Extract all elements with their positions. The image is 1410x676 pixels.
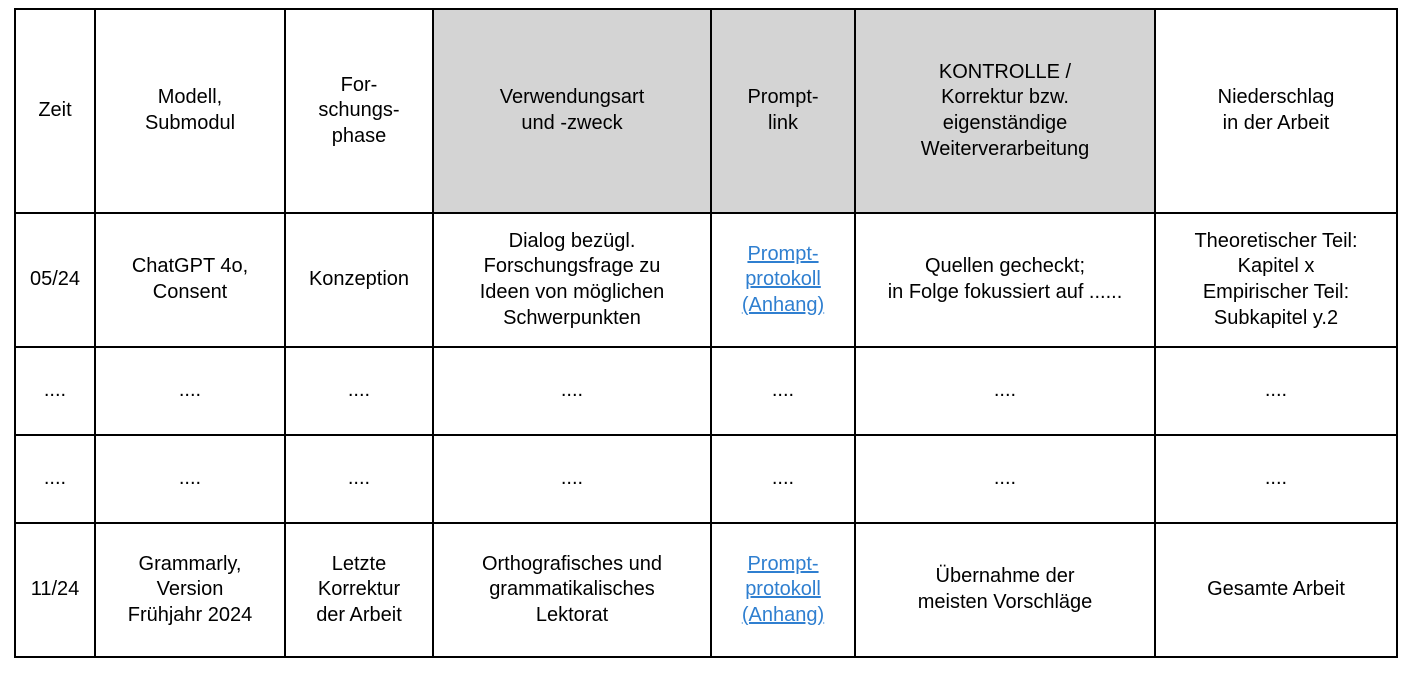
cell-line: .... — [43, 379, 67, 402]
column-header-modell — [95, 9, 285, 213]
column-header-verwendung — [433, 9, 711, 213]
cell-line: .... — [1264, 379, 1288, 402]
cell-modell — [95, 435, 285, 523]
table-body — [15, 213, 1397, 657]
cell-line: Theoretischer Teil: — [1194, 229, 1358, 252]
column-header-promptlink — [711, 9, 855, 213]
cell-promptlink — [711, 523, 855, 657]
cell-line: 05/24 — [29, 268, 81, 291]
column-header-line: Weiterverarbeitung — [920, 137, 1090, 160]
column-header-kontrolle — [855, 9, 1155, 213]
cell-line: .... — [178, 379, 202, 402]
cell-zeit — [15, 347, 95, 435]
cell-line: Quellen gecheckt; — [924, 255, 1086, 278]
column-header-line: in der Arbeit — [1222, 112, 1330, 134]
cell-line: Ideen von möglichen — [479, 281, 665, 303]
cell-niederschlag — [1155, 435, 1397, 523]
cell-line: Gesamte Arbeit — [1207, 578, 1345, 601]
column-header-line: Submodul — [144, 112, 236, 134]
table-row — [15, 435, 1397, 523]
cell-line: in Folge fokussiert auf ...... — [887, 281, 1123, 303]
cell-line: Forschungsfrage zu — [483, 255, 661, 278]
cell-line: Lektorat — [535, 603, 609, 626]
cell-line: meisten Vorschläge — [917, 591, 1093, 613]
cell-phase — [285, 213, 433, 347]
column-header-line: phase — [331, 124, 387, 147]
prompt-protocol-link-line[interactable]: Prompt- — [747, 242, 819, 265]
cell-line: der Arbeit — [316, 603, 402, 626]
column-header-line: Prompt- — [747, 86, 819, 109]
prompt-protocol-link-line[interactable]: protokoll — [745, 578, 821, 601]
cell-line: .... — [771, 467, 795, 490]
cell-line: Schwerpunkten — [503, 306, 641, 329]
cell-kontrolle — [855, 213, 1155, 347]
cell-line: Kapitel x — [1237, 255, 1315, 278]
cell-line: Konzeption — [308, 268, 410, 291]
cell-line: Orthografisches und — [481, 552, 663, 575]
cell-kontrolle — [855, 523, 1155, 657]
cell-promptlink — [711, 213, 855, 347]
cell-line: Dialog bezügl. — [508, 229, 636, 252]
cell-line: Version — [156, 578, 224, 601]
cell-line: Subkapitel y.2 — [1213, 306, 1339, 329]
column-header-line: und -zweck — [521, 112, 623, 134]
cell-zeit — [15, 213, 95, 347]
cell-line: .... — [993, 467, 1017, 490]
table-row — [15, 523, 1397, 657]
cell-line: .... — [771, 379, 795, 402]
column-header-line: Korrektur bzw. — [941, 86, 1069, 109]
prompt-protocol-link-line[interactable]: Prompt- — [747, 552, 819, 575]
column-header-line: link — [767, 112, 798, 134]
cell-verwendung — [433, 435, 711, 523]
cell-verwendung — [433, 213, 711, 347]
cell-line: Consent — [152, 281, 228, 303]
cell-line: .... — [347, 467, 371, 490]
cell-line: Frühjahr 2024 — [127, 603, 253, 626]
cell-line: .... — [178, 467, 202, 490]
cell-line: .... — [993, 379, 1017, 402]
cell-niederschlag — [1155, 347, 1397, 435]
column-header-niederschlag — [1155, 9, 1397, 213]
table-row — [15, 213, 1397, 347]
column-header-line: KONTROLLE / — [938, 60, 1072, 83]
cell-niederschlag — [1155, 523, 1397, 657]
cell-line: Letzte — [331, 552, 387, 575]
header-row — [15, 9, 1397, 213]
cell-verwendung — [433, 523, 711, 657]
cell-phase — [285, 435, 433, 523]
table-row — [15, 347, 1397, 435]
cell-phase — [285, 523, 433, 657]
cell-line: grammatikalisches — [489, 578, 655, 601]
cell-verwendung — [433, 347, 711, 435]
cell-modell — [95, 213, 285, 347]
cell-modell — [95, 347, 285, 435]
cell-line: Empirischer Teil: — [1202, 281, 1350, 303]
cell-niederschlag — [1155, 213, 1397, 347]
column-header-line: Niederschlag — [1217, 86, 1335, 109]
cell-line: Übernahme der — [935, 565, 1075, 588]
cell-zeit — [15, 435, 95, 523]
cell-line: Korrektur — [317, 578, 401, 601]
column-header-line: Modell, — [157, 86, 223, 109]
cell-modell — [95, 523, 285, 657]
column-header-line: For- — [340, 73, 378, 96]
cell-line: .... — [43, 467, 67, 490]
column-header-line: Zeit — [38, 99, 72, 122]
prompt-protocol-link-line[interactable]: (Anhang) — [741, 293, 825, 316]
column-header-zeit — [15, 9, 95, 213]
column-header-line: eigenständige — [942, 112, 1068, 134]
cell-line: .... — [347, 379, 371, 402]
cell-promptlink — [711, 435, 855, 523]
column-header-line: schungs- — [318, 99, 400, 122]
cell-line: Grammarly, — [138, 552, 242, 575]
cell-line: ChatGPT 4o, — [131, 255, 249, 278]
cell-kontrolle — [855, 347, 1155, 435]
column-header-phase — [285, 9, 433, 213]
cell-promptlink — [711, 347, 855, 435]
cell-line: 11/24 — [30, 578, 80, 601]
cell-kontrolle — [855, 435, 1155, 523]
table-header — [15, 9, 1397, 213]
cell-phase — [285, 347, 433, 435]
ai-usage-documentation-table — [14, 8, 1398, 658]
prompt-protocol-link-line[interactable]: protokoll — [745, 268, 821, 291]
cell-line: .... — [560, 379, 584, 402]
column-header-line: Verwendungsart — [499, 86, 645, 109]
cell-line: .... — [1264, 467, 1288, 490]
prompt-protocol-link-line[interactable]: (Anhang) — [741, 603, 825, 626]
cell-zeit — [15, 523, 95, 657]
cell-line: .... — [560, 467, 584, 490]
